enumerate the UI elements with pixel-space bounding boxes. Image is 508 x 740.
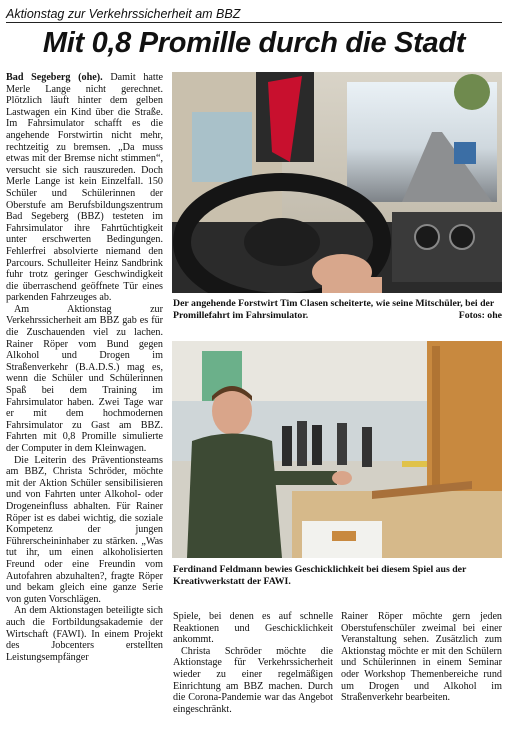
- photo-driving-simulator: [172, 72, 502, 293]
- photo-dexterity-game: [172, 341, 502, 558]
- article-kicker: Aktionstag zur Verkehrssicherheit am BBZ: [6, 6, 502, 23]
- article-column-middle: [173, 611, 333, 715]
- paragraph-4: An dem Aktionstagen beteiligte sich auch die Fortbildungsakademie der Wirtschaft (FAWI). In einem Projekt des Jobcenters erstellten Leistungsempfänger: [6, 605, 163, 663]
- paragraph-3: Die Leiterin des Präventionsteams am BBZ, Christa Schröder, möchte mit der Aktion Schüler sensibilisieren und von Fahrten unter Alkohol- oder Drogeneinfluss abhalten. Für Rainer Röper ist es dabei wichtig, die soziale Kompetenz der jungen Führerscheininhaber zu stärken. „Was tut ihr, um einen alkoholisierten Freund oder eine Freundin vom Autofahren abzuhalten?, fragte Röper und bekam gleich eine ganze Serie von guten Vorschlägen.: [6, 454, 163, 605]
- article-headline: Mit 0,8 Promille durch die Stadt: [42, 27, 466, 59]
- paragraph-2: Am Aktionstag zur Verkehrssicherheit am BBZ gab es für die Zuschauenden viel zu lachen. Rainer Röper vom Bund gegen Alkohol und Drogen im Straßenverkehr (B.A.D.S.) mag es, wenn die Schüler und Schülerinnen Spaß bei dem Training im Fahrsimulator haben. Zwei Tage war er mit dem hochmodernen Fahrsimulator zu Gast am BBZ. Fahrten mit 0,8 Promille simulierte der Computer in dem Kleinwagen.: [6, 303, 163, 454]
- photo-caption-1: [173, 298, 502, 321]
- paragraph-1-text: Damit hatte Merle Lange nicht gerechnet. Plötzlich läuft hinter dem gelben Lastwagen ein Kind über die Straße. Im Fahrsimulator schafft es die angehende Forstwirtin nicht mehr, rechtzeitig zu bremsen. „Da muss etwas mit der Bremse nicht stimmen“, versucht sie sich rauszureden. Doch Merle Lange ist kein Einzelfall. 150 Schüler und Schülerinnen der Oberstufe am Berufsbildungszentrum Bad Segeberg (BBZ) testeten im Fahrsimulator ihre Fahrtüchtigkeit unter erschwerten Bedingungen. Fehlerfrei absolvierte niemand den Parcours. Schulleiter Heinz Sandbrink fuhr trotz geringer Geschwindigkeit die überraschend geöffnete Tür eines parkenden Fahrzeuges ab.: [6, 72, 163, 304]
- caption-1-text: Der angehende Forstwirt Tim Clasen scheiterte, wie seine Mitschüler, bei der Promillefahrt im Fahrsimulator.: [173, 298, 495, 321]
- photo-caption-2: Ferdinand Feldmann bewies Geschicklichkeit bei diesem Spiel aus der Kreativwerkstatt der FAWI.: [173, 564, 467, 587]
- paragraph-7: Rainer Röper möchte gern jeden Oberstufenschüler zweimal bei einer Veranstaltung sehen. Zusätzlich zum Aktionstag möchte er mit den Schülern und Schülerinnen in einem Seminar oder Workshop Themenbereiche rund um Drogen und Alkohol im Straßenverkehr bearbeiten.: [341, 611, 502, 704]
- photo-credit: Fotos: ohe: [458, 309, 502, 321]
- paragraph-6: Christa Schröder möchte die Aktionstage für Verkehrssicherheit wieder zu einer regelmäßigen Einrichtung am BBZ machen. Durch die Corona-Pandemie war das Angebot eingeschränkt.: [173, 645, 333, 715]
- paragraph-5: Spiele, bei denen es auf schnelle Reaktionen und Geschicklichkeit ankommt.: [173, 611, 333, 646]
- paragraph-1: [6, 72, 163, 304]
- dateline: Bad Segeberg (ohe).: [6, 72, 103, 83]
- article-column-right: [341, 611, 502, 704]
- article-column-left: [6, 72, 163, 663]
